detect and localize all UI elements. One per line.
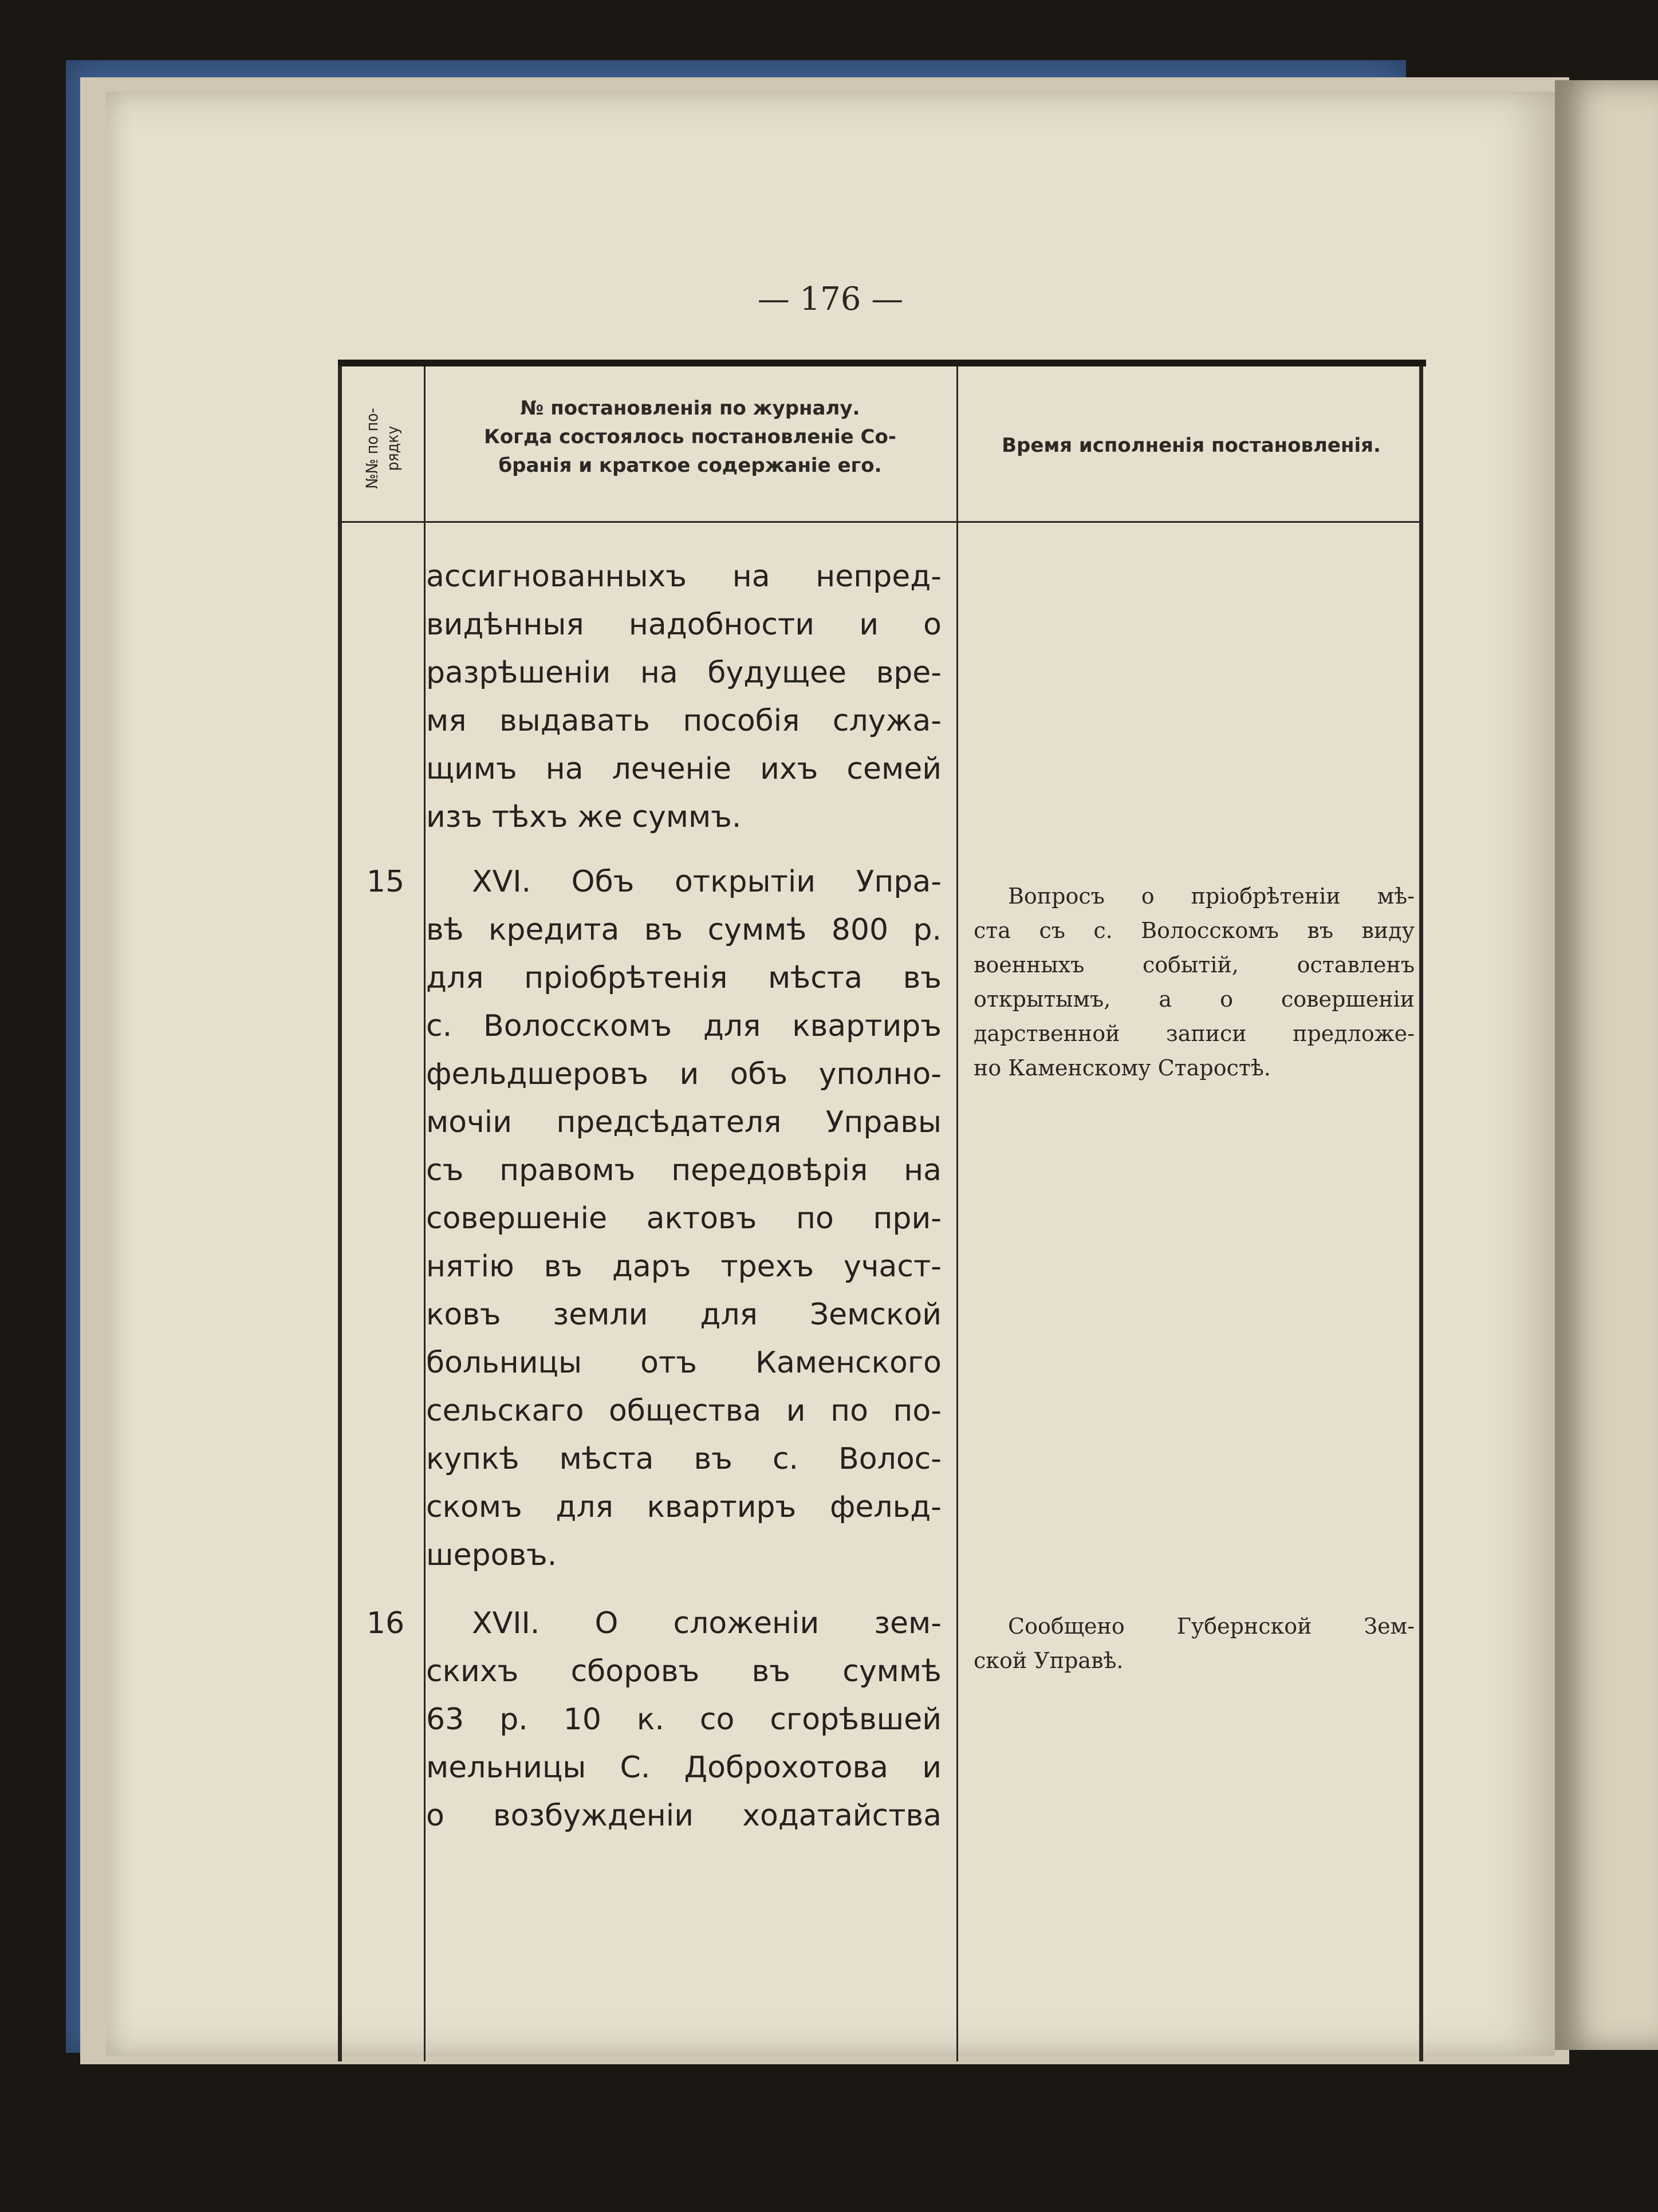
text-line: мя выдавать пособія служа- <box>426 704 942 738</box>
text-line: скомъ для квартиръ фельд- <box>426 1490 942 1524</box>
text-line: совершеніе актовъ по при- <box>426 1201 942 1236</box>
row-15-text <box>426 858 942 1579</box>
text-line: скихъ сборовъ въ суммѣ <box>426 1654 942 1689</box>
table-left-border <box>338 366 342 2061</box>
text-line: 63 р. 10 к. со сгорѣвшей <box>426 1702 942 1737</box>
header-number-line: рядку <box>383 425 402 471</box>
execution-line: но Каменскому Старостѣ. <box>974 1055 1271 1081</box>
text-line: для пріобрѣтенія мѣста въ <box>426 961 942 995</box>
execution-line: Сообщено Губернской Зем- <box>1008 1614 1415 1639</box>
text-line: мочіи предсѣдателя Управы <box>426 1105 942 1139</box>
text-line: съ правомъ передовѣрія на <box>426 1153 942 1188</box>
execution-line: ской Управѣ. <box>974 1648 1124 1673</box>
text-line: о возбужденіи ходатайства <box>426 1799 942 1833</box>
page-number: — 176 — <box>757 281 904 318</box>
text-line: разрѣшеніи на будущее вре- <box>426 656 942 690</box>
header-bottom-rule <box>338 521 1423 523</box>
row-16-text <box>426 1599 942 1840</box>
text-line: ковъ земли для Земской <box>426 1298 942 1332</box>
row-number-15: 15 <box>367 865 405 899</box>
text-line: щимъ на леченіе ихъ семей <box>426 752 942 786</box>
text-line: больницы отъ Каменского <box>426 1346 942 1380</box>
execution-line: дарственной записи предложе- <box>974 1021 1415 1046</box>
text-line: ассигнованныхъ на непред- <box>426 559 942 594</box>
execution-line: Вопросъ о пріобрѣтеніи мѣ- <box>1008 884 1415 909</box>
text-line: шеровъ. <box>426 1538 557 1572</box>
row-number-16: 16 <box>367 1606 405 1641</box>
text-line: сельскаго общества и по по- <box>426 1394 942 1428</box>
header-number-line: №№ по по- <box>363 408 381 489</box>
header-resolution-column <box>435 394 945 480</box>
text-line: купкѣ мѣста въ с. Волос- <box>426 1442 942 1476</box>
text-line: фельдшеровъ и объ уполно- <box>426 1057 942 1091</box>
table-right-border <box>1419 366 1423 2061</box>
facing-page-edge <box>1555 80 1658 2050</box>
table-top-rule <box>338 360 1426 366</box>
header-number-column <box>354 383 411 514</box>
execution-line: ста съ с. Волосскомъ въ виду <box>974 918 1415 943</box>
header-resolution-line: № постановленія по журналу. <box>520 397 860 420</box>
text-line: нятію въ даръ трехъ участ- <box>426 1249 942 1284</box>
header-execution-column: Время исполненія постановленія. <box>1002 434 1381 457</box>
row-15-execution <box>974 879 1415 1085</box>
header-resolution-line: бранія и краткое содержаніе его. <box>498 454 882 477</box>
row-continuation-text <box>426 553 942 841</box>
row-16-execution <box>974 1609 1415 1678</box>
text-line: изъ тѣхъ же суммъ. <box>426 800 742 834</box>
text-line: видѣнныя надобности и о <box>426 608 942 642</box>
execution-line: открытымъ, а о совершеніи <box>974 987 1415 1012</box>
column-divider-2 <box>956 366 958 2061</box>
text-line: XVI. Объ открытіи Упра- <box>472 865 942 899</box>
execution-line: военныхъ событій, оставленъ <box>974 952 1415 977</box>
text-line: с. Волосскомъ для квартиръ <box>426 1009 942 1043</box>
text-line: мельницы С. Доброхотова и <box>426 1750 942 1785</box>
text-line: XVII. О сложеніи зем- <box>472 1606 942 1641</box>
header-resolution-line: Когда состоялось постановленіе Со- <box>484 425 896 448</box>
text-line: вѣ кредита въ суммѣ 800 р. <box>426 913 942 947</box>
column-divider-1 <box>424 366 426 2061</box>
